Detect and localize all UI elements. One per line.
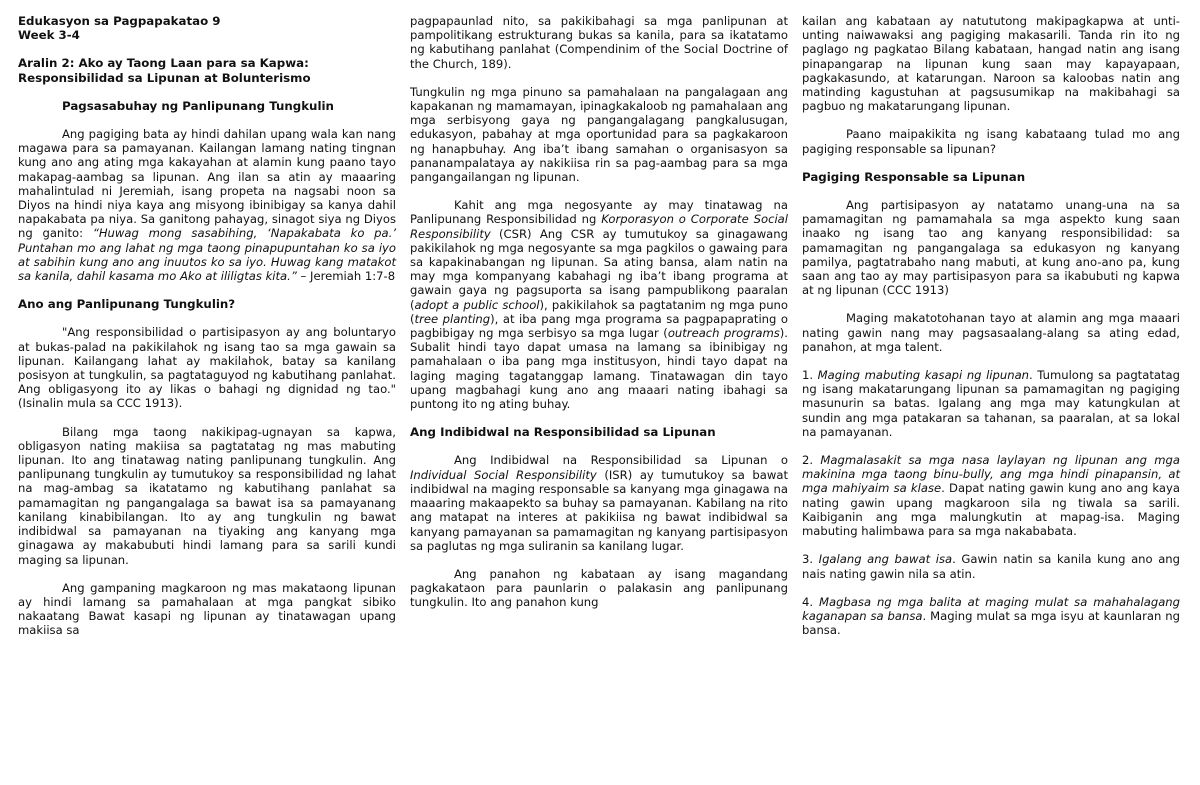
paragraph: Maging makatotohanan tayo at alamin ang mga maaari nating gawin nang may pagsasaalang-alang sa ating edad, panahon, at mga talent.: [802, 311, 1180, 354]
list-item-title: Magmalasakit sa mga nasa laylayan ng lipunan ang mga makinina mga taong binu-bully, ang mga hindi pinapansin, at mga mahiyaim sa klase: [802, 453, 1181, 496]
text: ), pakikilahok sa pagtatanim ng mga puno (: [410, 297, 788, 326]
italic-term: adopt a public school: [414, 297, 540, 312]
text: (CSR) Ang CSR ay tumutukoy sa ginagawang pakikilahok ng mga negosyante sa mga pagkilos o gawaing para sa kapakinabangan ng lipunan. Sa ating bansa, alam natin na may mga kompanyang kabahagi ng iba’t ibang programa at gawain gaya ng pagsuporta sa isang pampublikong paaralan (: [410, 226, 788, 312]
bible-quote: “Huwag mong sasabihing, ‘Napakabata ko pa.’ Puntahan mo ang lahat ng mga taong pinapupuntahan ko sa iyo at sabihin kung ano ang inuutos ko sa iyo. Huwag kang matakot sa kanila, dahil kasama mo Ako at ililigtas kita.”: [18, 226, 397, 284]
list-item-title: Maging mabuting kasapi ng lipunan: [817, 368, 1030, 383]
paragraph: [18, 127, 396, 283]
text: ), at iba pang mga programa sa pagpapaprating o pagbibigay ng mga serbisyo sa mga lugar (: [410, 311, 788, 341]
italic-term: tree planting: [414, 311, 491, 326]
paragraph-text: Ang pagiging bata ay hindi dahilan upang wala kan nang magawa para sa pamayanan. Kailangan lamang nating tingnan kung ano ang ating mga kakayahan at alamin kung paano tayo makapag-aambag sa lipunan. Ang ilan sa atin ay maaaring mahalintulad ni Jeremiah, isang propeta na nagsabi noon sa Diyos na hindi niya kaya ang misyong ibinibigay sa kanya dahil napakabata pa niya. Sa ganitong pahayag, sinagot siya ng Diyos ng ganito:: [18, 127, 396, 241]
list-item-text: . Gawin natin sa kanila kung ano ang nais nating gawin nila sa atin.: [802, 552, 1181, 581]
text: ). Subalit hindi tayo dapat umasa na lamang sa ibinibigay ng pamahalaan o iba pang mga institusyon, hindi tayo dapat na laging maging tagatanggap lamang. Tinatawagan din tayo upang magbahagi kung ano ang maaari nating ibahagi sa puntong ito ng ating buhay.: [410, 326, 788, 412]
column-1: [18, 14, 396, 652]
list-item: [802, 453, 1180, 538]
section-heading-pagiging-responsable: Pagiging Responsable sa Lipunan: [802, 169, 1026, 184]
bible-reference: – Jeremiah 1:7-8: [296, 269, 396, 284]
column-2: [410, 14, 788, 624]
list-item: [802, 552, 1180, 580]
text: Ang Indibidwal na Responsibilidad sa Lipunan o: [454, 453, 788, 468]
italic-term: outreach programs: [667, 326, 780, 341]
column-3: [802, 14, 1180, 651]
list-number: 1.: [802, 368, 818, 383]
lesson-title-line1: Aralin 2: Ako ay Taong Laan para sa Kapwa:: [18, 56, 309, 71]
list-item-title: Magbasa ng mga balita at maging mulat sa mahahalagang kaganapan sa bansa: [802, 594, 1181, 623]
paragraph: Ang panahon ng kabataan ay isang magandang pagkakataon para paunlarin o palakasin ang panlipunang tungkulin. Ito ang panahon kung: [410, 566, 788, 610]
paragraph: [410, 453, 788, 552]
section-heading-ano-ang: Ano ang Panlipunang Tungkulin?: [18, 297, 236, 312]
list-item-title: Igalang ang bawat isa: [818, 552, 953, 567]
paragraph: Paano maipakikita ng isang kabataang tulad mo ang pagiging responsable sa lipunan?: [802, 127, 1180, 156]
paragraph: Ang partisipasyon ay natatamo unang-una na sa pamamagitan ng pamamahala sa mga aspekto kung saan inaako ng isang tao ang kanyang responsibilidad: sa pamamagitan ng pangangalaga sa edukasyon ng kanyang pamilya, pagtatrabaho nang mabuti, at kung ano-ano pa, kung saan ang tao ay may partisipasyon para sa ikabubuti ng kapwa at ng lipunan (CCC 1913): [802, 198, 1180, 298]
paragraph: [410, 198, 788, 411]
italic-term: Individual Social Responsibility: [410, 467, 597, 482]
week-label: Week 3-4: [18, 28, 80, 43]
list-number: 2.: [802, 453, 821, 468]
paragraph: "Ang responsibilidad o partisipasyon ay ang boluntaryo at bukas-palad na pakikilahok ng isang tao sa mga gawain sa lipunan. Kailangang lahat ay makilahok, batay sa kanilang posisyon at tungkulin, sa pagtataguyod ng kabutihang panlahat. Ang obligasyong ito ay likas o bahagi ng dignidad ng tao." (Isinalin mula sa CCC 1913).: [18, 325, 396, 411]
subject-title: Edukasyon sa Pagpapakatao 9: [18, 14, 221, 28]
list-item: [802, 368, 1180, 439]
list-number: 3.: [802, 552, 819, 567]
list-item-text: . Maging mulat sa mga isyu at kaunlaran ng bansa.: [802, 608, 1180, 638]
list-item-text: . Tumulong sa pagtatatag ng isang makatarungang lipunan sa pamamagitan ng pagiging masunurin sa batas. Igalang ang mga may katungkulan at sundin ang mga patakaran sa tahanan, sa paaralan, at sa lokal na pamayanan.: [802, 368, 1180, 439]
text: Kahit ang mga negosyante ay may tinatawag na Panlipunang Responsibilidad ng: [410, 198, 788, 227]
paragraph: pagpapaunlad nito, sa pakikibahagi sa mga panlipunan at pampolitikang estrukturang bukas sa kanila, para sa ikatatamo ng kabutihang panlahat (Compendinim of the Social Doctrine of the Church, 189).: [410, 14, 788, 71]
list-number: 4.: [802, 594, 819, 609]
section-heading-indibidwal: Ang Indibidwal na Responsibilidad sa Lipunan: [410, 425, 716, 440]
paragraph: kailan ang kabataan ay natututong makipagkapwa at unti-unting naiwawaksi ang pagiging makasarili. Tanda rin ito ng paglago ng pagkatao Bilang kabataan, hangad natin ang isang pinapangarap na lipunan kung saan may kapayapaan, pagkakasundo, at katarungan. Naroon sa kaloobas natin ang matinding kagustuhan at pagsusumikap na makibahagi sa pagbuo ng makatarungang lipunan.: [802, 14, 1180, 114]
list-item: [802, 595, 1180, 638]
lesson-title-line2: Responsibilidad sa Lipunan at Bolunterismo: [18, 70, 311, 85]
paragraph: Bilang mga taong nakikipag-ugnayan sa kapwa, obligasyon nating makiisa sa pagtatatag ng mas mabuting lipunan. Ito ang tinatawag nating panlipunang tungkulin. Ang panlipunang tungkulin ay tumutukoy sa responsibilidad ng lahat na mag-ambag sa ikatatamo ng kabutihang panlahat sa pamamagitan ng pangangalaga sa bawat isa sa pamayanang kanilang kinabibilangan. Ito ay ang tungkulin ng bawat indibidwal sa pamayanan na tiyaking ang kanyang mga ginagawa ay makabubuti hindi lamang para sa sarili kundi maging sa lipunan.: [18, 424, 396, 567]
list-item-text: . Dapat nating gawin kung ano ang kaya nating gawin upang magkaroon sila ng tiwala sa sarili. Kaibiganin ang mga malungkutin at mapag-isa. Maging mabuting halimbawa para sa mga nakababata.: [802, 481, 1180, 539]
paragraph: Tungkulin ng mga pinuno sa pamahalaan na pangalagaan ang kapakanan ng mamamayan, ipinagkakaloob ng pamahalaan ang mga serbisyong gaya ng pangangalagang pangkalusugan, edukasyon, pabahay at mga oportunidad para sa pagkakaroon ng hanapbuhay. Ang iba’t ibang samahan o organisasyon sa pananampalataya ay nakikiisa rin sa pag-aambag para sa mga pangangailangan ng lipunan.: [410, 84, 788, 185]
italic-term: Korporasyon o Corporate Social Responsibility: [410, 212, 788, 241]
paragraph: Ang gampaning magkaroon ng mas makataong lipunan ay hindi lamang sa pamahalaan at mga pangkat sibiko nakaatang Bawat kasapi ng lipunan ay tinatawagan upang makiisa sa: [18, 580, 396, 638]
text: (ISR) ay tumutukoy sa bawat indibidwal na maging responsable sa kanyang mga ginagawa na maaaring makaapekto sa buhay sa pamayanan. Kabilang na rito ang matapat na interes at pakikiisa ng bawat indibidwal sa kanyang pamayanan sa pamamagitan ng kanyang partisipasyon sa paglutas ng mga suliranin sa kanilang lugar.: [410, 467, 788, 553]
section-heading-pagsasabuhay: Pagsasabuhay ng Panlipunang Tungkulin: [62, 98, 334, 113]
